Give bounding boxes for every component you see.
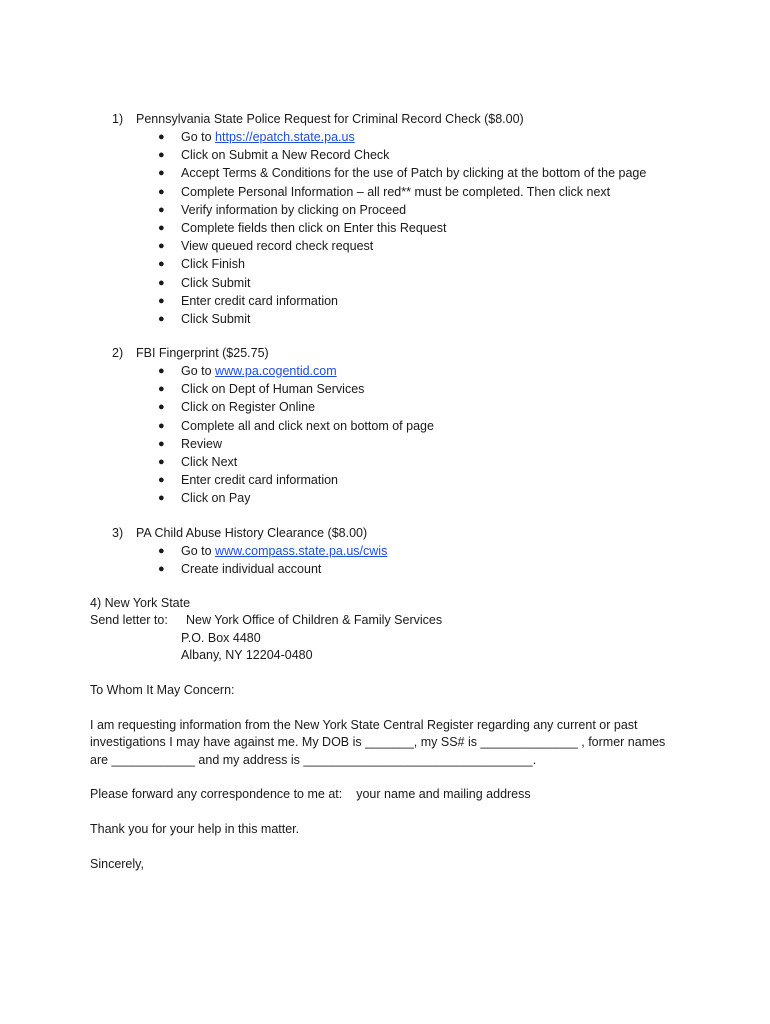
step-text: Verify information by clicking on Proceed <box>181 202 407 217</box>
body-line: are ____________ and my address is _________________________________. <box>90 752 537 767</box>
list-item <box>0 398 770 416</box>
steps-list <box>0 128 770 328</box>
step-text: Click on Register Online <box>181 400 316 415</box>
salutation: To Whom It May Concern: <box>90 683 235 697</box>
cogentid-link[interactable]: www.pa.cogentid.com <box>215 364 337 378</box>
bullet-icon: ● <box>158 203 165 216</box>
section-heading <box>0 110 770 128</box>
list-item <box>0 292 770 310</box>
step-text: Complete all and click next on bottom of page <box>181 418 434 433</box>
letter-body <box>90 717 690 769</box>
closing-paragraph <box>90 856 690 873</box>
step-prefix: Go to <box>181 364 216 378</box>
list-item <box>0 237 770 255</box>
step-text: Click on Submit a New Record Check <box>181 148 390 163</box>
list-item <box>0 183 770 201</box>
bullet-icon: ● <box>158 131 165 143</box>
address-row <box>90 647 690 664</box>
compass-link[interactable]: www.compass.state.pa.us/cwis <box>215 544 388 558</box>
letter-salutation <box>90 682 690 699</box>
bullet-icon: ● <box>158 258 165 271</box>
section-number: 3) <box>112 526 124 540</box>
step-text: Create individual account <box>181 562 322 577</box>
list-item <box>0 417 770 435</box>
send-letter-label: Send letter to: <box>90 613 168 628</box>
list-item <box>0 435 770 453</box>
address-row <box>90 630 690 647</box>
section-pa-state-police <box>0 110 770 328</box>
step-text: Click on Dept of Human Services <box>181 382 365 397</box>
step-prefix: Go to <box>181 544 216 558</box>
section-title: Pennsylvania State Police Request for Criminal Record Check ($8.00) <box>136 112 524 126</box>
ny-heading: 4) New York State <box>90 596 191 610</box>
bullet-icon: ● <box>158 437 165 450</box>
thanks-paragraph <box>90 821 690 838</box>
forward-paragraph <box>90 786 690 803</box>
forward-label: Please forward any correspondence to me at: <box>90 787 343 801</box>
steps-list <box>0 542 770 578</box>
bullet-icon: ● <box>158 563 165 576</box>
list-item <box>0 542 770 560</box>
forward-row <box>90 786 690 803</box>
bullet-icon: ● <box>158 240 165 253</box>
step-text: Review <box>181 436 222 451</box>
list-item <box>0 146 770 164</box>
section-number: 2) <box>112 346 124 360</box>
step-text: Click Submit <box>181 311 251 326</box>
bullet-icon: ● <box>158 294 165 307</box>
step-text: Complete Personal Information – all red** must be completed. Then click next <box>181 184 611 199</box>
section-heading <box>0 344 770 362</box>
list-item <box>0 380 770 398</box>
section-fbi-fingerprint <box>0 344 770 508</box>
section-heading <box>0 524 770 542</box>
step-text: Click on Pay <box>181 491 251 506</box>
bullet-icon: ● <box>158 474 165 487</box>
bullet-icon: ● <box>158 455 165 468</box>
body-line: investigations I may have against me. My DOB is _______, my SS# is ______________ , former names <box>90 735 666 750</box>
step-text: Enter credit card information <box>181 293 339 308</box>
closing-text: Sincerely, <box>90 857 144 871</box>
list-item <box>0 489 770 507</box>
list-item <box>0 471 770 489</box>
step-text: Enter credit card information <box>181 473 339 488</box>
list-item <box>0 274 770 292</box>
list-item <box>0 362 770 380</box>
list-item <box>0 453 770 471</box>
thanks-text: Thank you for your help in this matter. <box>90 822 300 836</box>
steps-list <box>0 362 770 508</box>
bullet-icon: ● <box>158 492 165 505</box>
bullet-icon: ● <box>158 365 165 377</box>
list-item <box>0 219 770 237</box>
bullet-icon: ● <box>158 383 165 396</box>
section-pa-child-abuse <box>0 524 770 578</box>
step-text: Complete fields then click on Enter this Request <box>181 220 447 235</box>
bullet-icon: ● <box>158 419 165 432</box>
bullet-icon: ● <box>158 276 165 289</box>
bullet-icon: ● <box>158 312 165 325</box>
epatch-link[interactable]: https://epatch.state.pa.us <box>215 130 355 144</box>
step-text: Accept Terms & Conditions for the use of Patch by clicking at the bottom of the page <box>181 166 647 181</box>
list-item <box>0 310 770 328</box>
bullet-icon: ● <box>158 545 165 557</box>
step-text: Click Submit <box>181 275 251 290</box>
address-line: Albany, NY 12204-0480 <box>181 648 313 663</box>
list-item <box>0 560 770 578</box>
step-text: Click Next <box>181 454 238 469</box>
bullet-icon: ● <box>158 221 165 234</box>
bullet-icon: ● <box>158 185 165 198</box>
body-line: I am requesting information from the New York State Central Register regarding any current or past <box>90 718 638 732</box>
section-title: FBI Fingerprint ($25.75) <box>136 346 269 360</box>
step-text: Click Finish <box>181 257 245 272</box>
list-item <box>0 201 770 219</box>
section-number: 1) <box>112 112 124 126</box>
step-text: View queued record check request <box>181 239 374 254</box>
new-york-section <box>90 595 690 665</box>
address-line: New York Office of Children & Family Services <box>186 613 443 628</box>
list-item <box>0 128 770 146</box>
step-prefix: Go to <box>181 130 216 144</box>
bullet-icon: ● <box>158 167 165 180</box>
forward-value: your name and mailing address <box>356 787 531 801</box>
bullet-icon: ● <box>158 401 165 414</box>
send-letter-row <box>90 612 690 629</box>
bullet-icon: ● <box>158 149 165 162</box>
address-line: P.O. Box 4480 <box>181 630 261 645</box>
list-item <box>0 255 770 273</box>
section-title: PA Child Abuse History Clearance ($8.00) <box>136 526 368 540</box>
list-item <box>0 164 770 182</box>
